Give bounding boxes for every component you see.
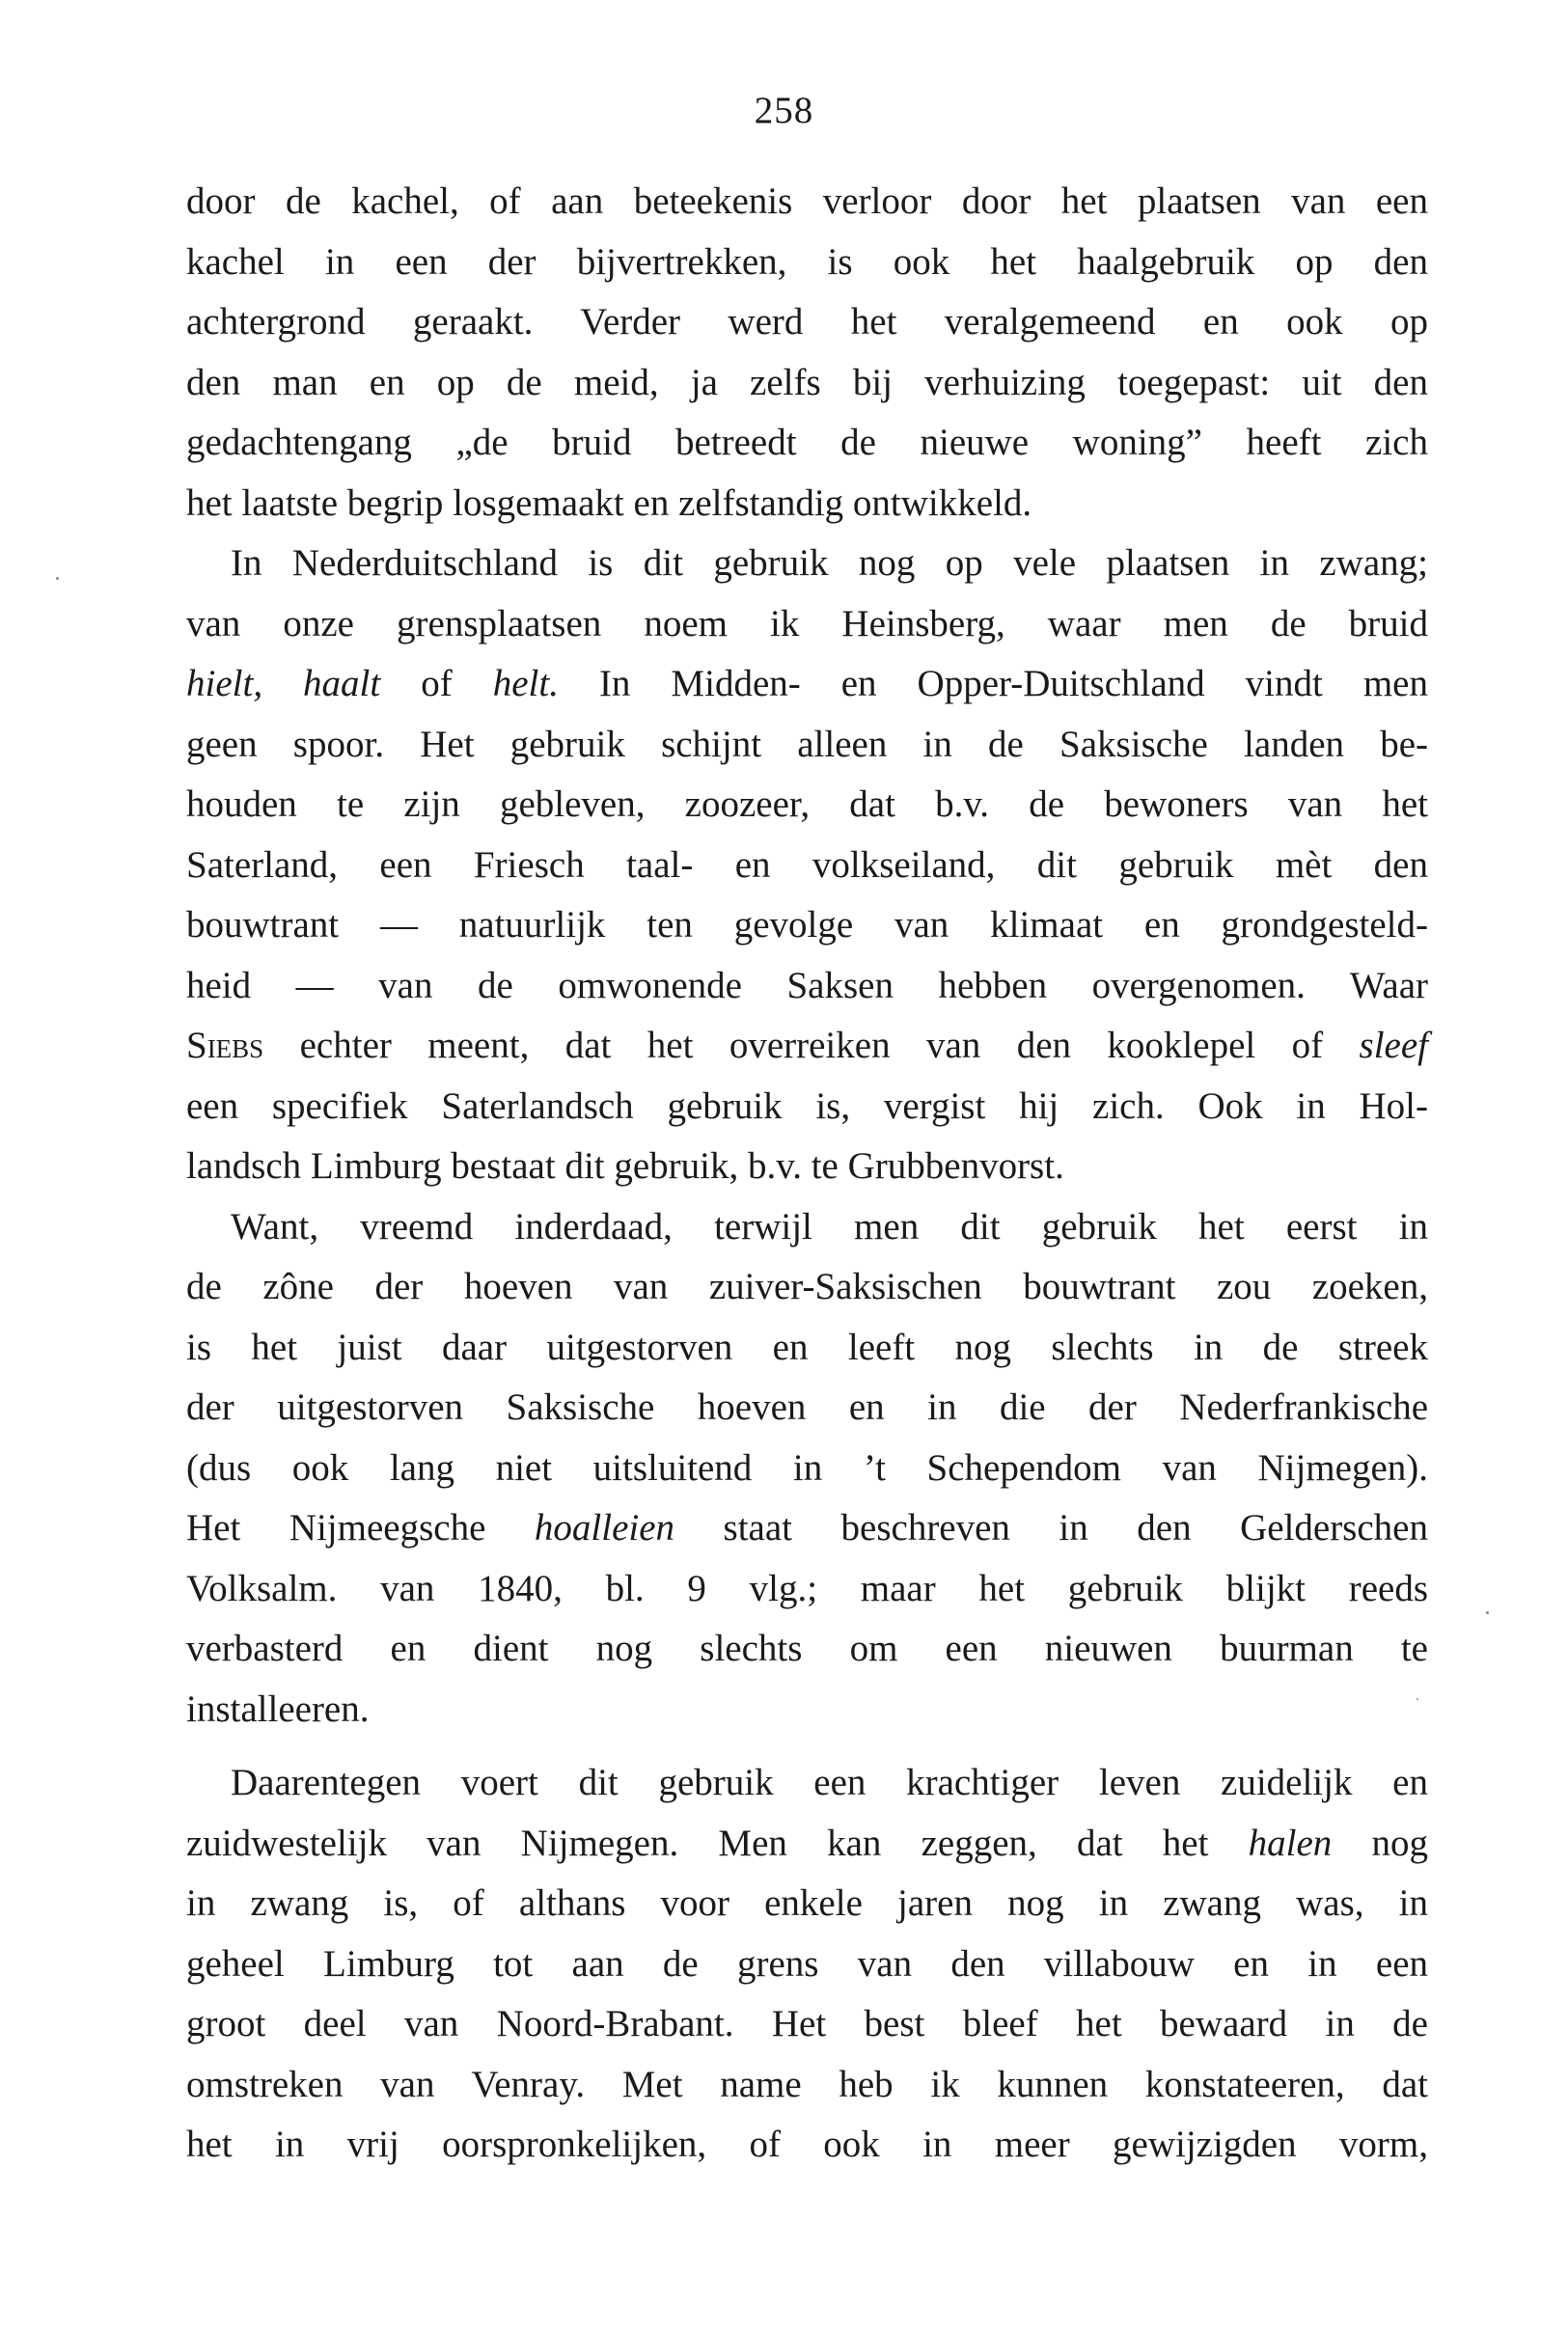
text-line: achtergrond geraakt. Verder werd het veralgemeend en ook op [186, 301, 1428, 343]
text-line: gedachtengang „de bruid betreedt de nieuwe woning” heeft zich [186, 422, 1428, 463]
text-line: Daarentegen voert dit gebruik een krachtiger leven zuidelijk en [231, 1762, 1428, 1803]
italic-term: hoalleien [534, 1507, 675, 1549]
text-line: een specifiek Saterlandsch gebruik is, vergist hij zich. Ook in Hol- [186, 1084, 1428, 1127]
paragraph-3 [186, 1197, 1428, 1741]
text-line: heid — van de omwonende Saksen hebben overgenomen. Waar [186, 964, 1428, 1006]
text-line: Het Nijmeegsche hoalleien staat beschreven in den Gelderschen [186, 1507, 1428, 1549]
text-line: door de kachel, of aan beteekenis verloor door het plaatsen van een [186, 180, 1428, 222]
text-line: in zwang is, of althans voor enkele jaren nog in zwang was, in [186, 1882, 1428, 1924]
text-line: Volksalm. van 1840, bl. 9 vlg.; maar het gebruik blijkt reeds [186, 1567, 1428, 1609]
text-line: Siebs echter meent, dat het overreiken van den kooklepel of sleef [186, 1025, 1428, 1066]
italic-term: helt. [492, 663, 559, 704]
text-line: omstreken van Venray. Met name heb ik kunnen konstateeren, dat [186, 2063, 1428, 2105]
text-line: zuidwestelijk van Nijmegen. Men kan zeggen, dat het halen nog [186, 1822, 1428, 1864]
scan-speck [1417, 1698, 1418, 1700]
text-line: geen spoor. Het gebruik schijnt alleen in de Saksische landen be- [186, 723, 1428, 765]
scan-speck [56, 577, 59, 580]
text-line: der uitgestorven Saksische hoeven en in die der Nederfrankische [186, 1386, 1428, 1428]
paragraph-1 [186, 172, 1428, 534]
paragraph-gap [186, 1740, 1428, 1753]
text-line: hielt, haalt of helt. In Midden- en Opper-Duitschland vindt men [186, 663, 1428, 704]
text-line: den man en op de meid, ja zelfs bij verhuizing toegepast: uit den [186, 361, 1428, 403]
scan-speck [1486, 1611, 1489, 1614]
page-number: 258 [754, 90, 814, 131]
text-line: de zône der hoeven van zuiver-Saksischen bouwtrant zou zoeken, [186, 1266, 1428, 1307]
text-line: houden te zijn gebleven, zoozeer, dat b.v. de bewoners van het [186, 783, 1428, 825]
text-line: van onze grensplaatsen noem ik Heinsberg, waar men de bruid [186, 602, 1428, 645]
text-line: kachel in een der bijvertrekken, is ook het haalgebruik op den [186, 240, 1428, 283]
text-line: bouwtrant — natuurlijk ten gevolge van klimaat en grondgesteld- [186, 904, 1428, 946]
text-line: groot deel van Noord-Brabant. Het best bleef het bewaard in de [186, 2003, 1428, 2044]
text-line: het in vrij oorspronkelijken, of ook in meer gewijzigden vorm, [186, 2124, 1428, 2165]
text-line: geheel Limburg tot aan de grens van den villabouw en in een [186, 1942, 1428, 1985]
text-line: het laatste begrip losgemaakt en zelfstandig ontwikkeld. [186, 481, 1032, 524]
text-line: Want, vreemd inderdaad, terwijl men dit gebruik het eerst in [231, 1205, 1428, 1248]
text-line: Saterland, een Friesch taal- en volkseiland, dit gebruik mèt den [186, 843, 1428, 886]
italic-term: halen [1248, 1822, 1333, 1864]
text-line: (dus ook lang niet uitsluitend in ’t Schependom van Nijmegen). [186, 1446, 1428, 1489]
text-line: landsch Limburg bestaat dit gebruik, b.v. te Grubbenvorst. [186, 1145, 1064, 1187]
paragraph-2 [186, 534, 1428, 1197]
italic-term: sleef [1359, 1025, 1428, 1066]
text-line: is het juist daar uitgestorven en leeft nog slechts in de streek [186, 1326, 1428, 1368]
author-name: Siebs [186, 1025, 264, 1066]
text-line: verbasterd en dient nog slechts om een nieuwen buurman te [186, 1628, 1428, 1669]
paragraph-4 [186, 1753, 1428, 2176]
text-line: installeeren. [186, 1687, 370, 1730]
italic-term: hielt, haalt [186, 663, 381, 704]
body-text [186, 172, 1428, 2176]
text-line: In Nederduitschland is dit gebruik nog op vele plaatsen in zwang; [231, 542, 1428, 584]
